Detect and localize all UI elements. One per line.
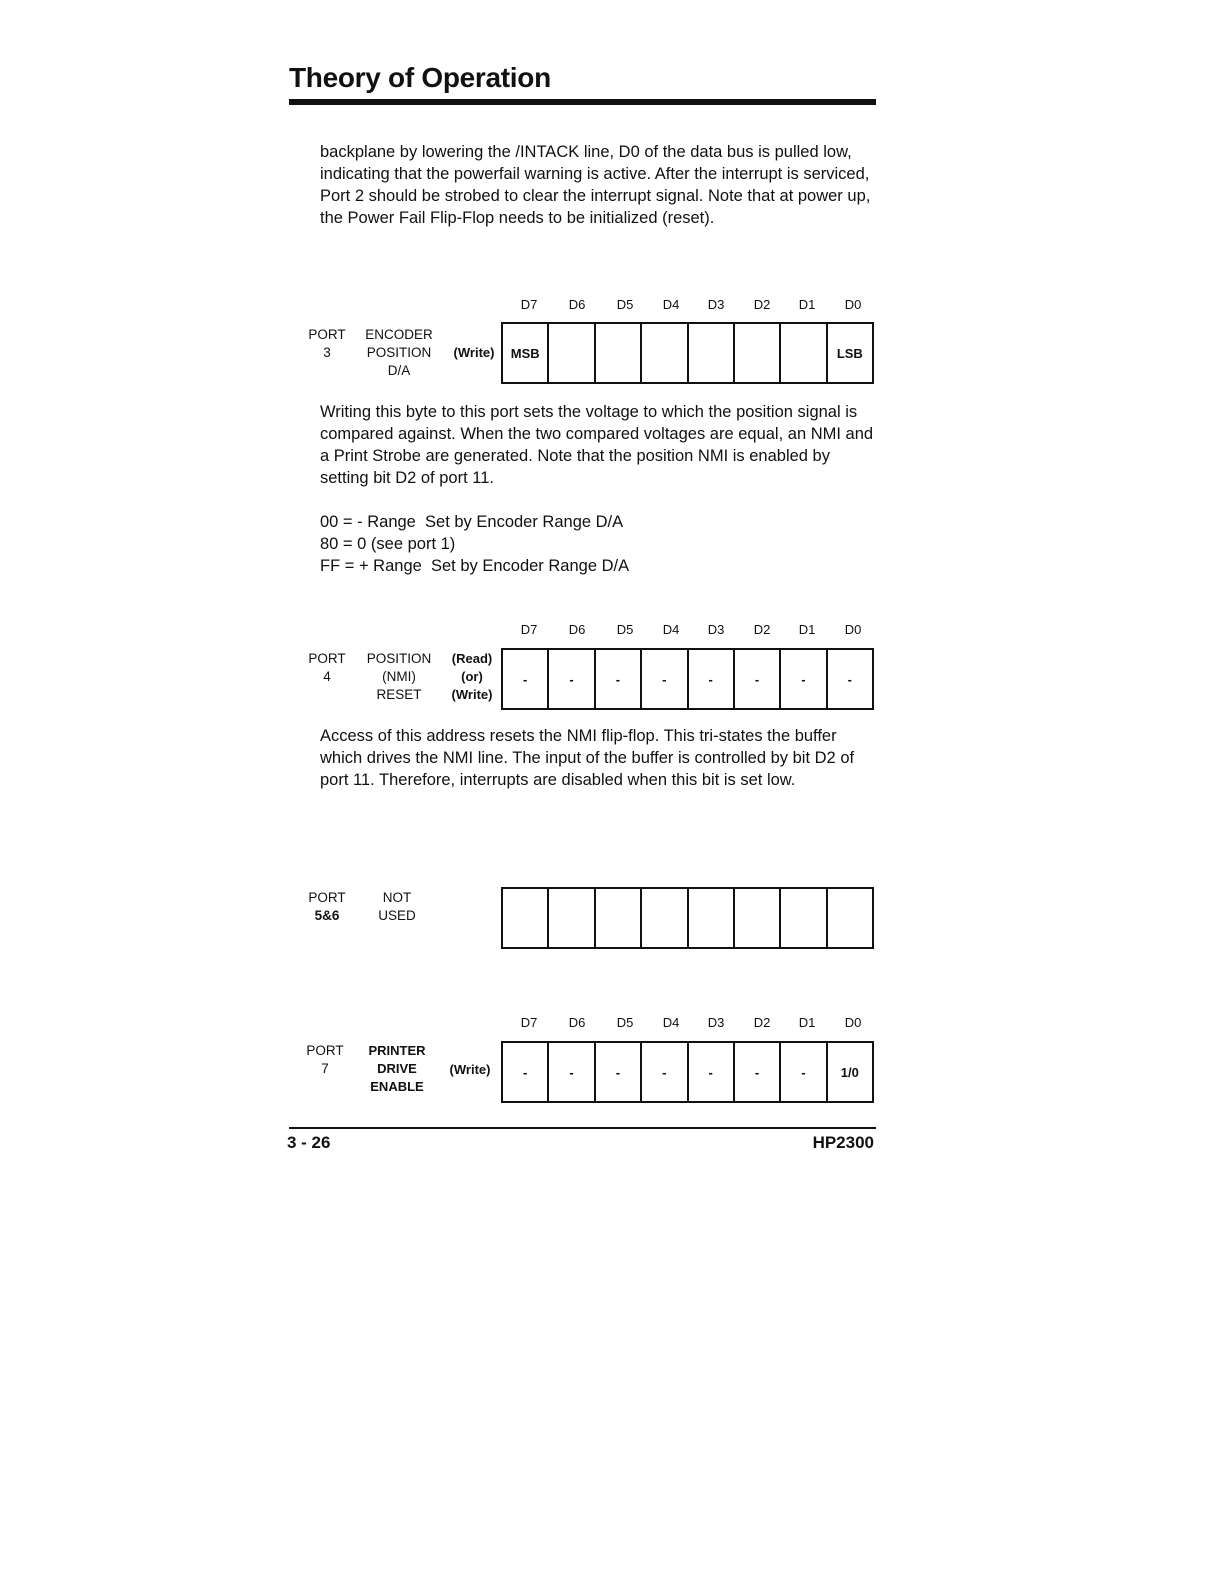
register-cell xyxy=(781,889,827,947)
bit-label: D5 xyxy=(616,297,634,312)
bit-label: D4 xyxy=(662,622,680,637)
register-cell xyxy=(689,889,735,947)
name-line: NOT xyxy=(382,890,412,905)
value-line: 00 = - Range Set by Encoder Range D/A xyxy=(320,513,624,531)
port3-port-label xyxy=(304,326,350,362)
register-cell xyxy=(596,324,642,382)
register-cell xyxy=(642,324,688,382)
port4-description: Access of this address resets the NMI flip-flop. This tri-states the buffer which drives the NMI line. The input of the buffer is controlled by bit D2 of port 11. Therefore, interrupts are disabled when this bit is set low. xyxy=(320,727,855,789)
intro-paragraph: backplane by lowering the /INTACK line, D0 of the data bus is pulled low, indicating that the powerfail warning is active. After the interrupt is serviced, Port 2 should be strobed to clear the interrupt signal. Note that at power up, the Power Fail Flip-Flop needs to be initialized (reset). xyxy=(320,143,871,227)
register-cell xyxy=(596,889,642,947)
bit-label: D7 xyxy=(520,1015,538,1030)
title-rule xyxy=(289,99,876,105)
port56-port-label xyxy=(304,889,350,925)
bit-label: D7 xyxy=(520,622,538,637)
port-word: PORT xyxy=(308,327,346,342)
port4-port-label xyxy=(304,650,350,686)
register-cell: - xyxy=(596,1043,642,1101)
port3-register xyxy=(501,322,874,384)
register-cell: - xyxy=(781,650,827,708)
value-line: 80 = 0 (see port 1) xyxy=(320,535,456,553)
name-line: POSITION xyxy=(366,345,432,360)
port3-name xyxy=(360,326,438,380)
register-cell xyxy=(549,889,595,947)
register-cell: - xyxy=(689,650,735,708)
bit-label: D6 xyxy=(568,622,586,637)
name-line: DRIVE xyxy=(377,1061,417,1076)
bit-label: D1 xyxy=(798,1015,816,1030)
bit-label: D2 xyxy=(753,622,771,637)
bit-label: D0 xyxy=(844,297,862,312)
name-line: USED xyxy=(378,908,416,923)
port-word: PORT xyxy=(308,890,346,905)
mode-line: (Read) xyxy=(451,651,493,666)
register-cell: - xyxy=(549,650,595,708)
port-number: 5&6 xyxy=(314,908,340,923)
register-cell: 1/0 xyxy=(840,1064,859,1080)
port7-port-label xyxy=(302,1042,348,1078)
footer-rule xyxy=(289,1127,876,1129)
name-line: PRINTER xyxy=(368,1043,426,1058)
model-name: HP2300 xyxy=(812,1133,874,1152)
port4-name xyxy=(360,650,438,704)
register-cell xyxy=(642,889,688,947)
bit-label: D6 xyxy=(568,1015,586,1030)
name-line: D/A xyxy=(387,363,411,378)
bit-label: D1 xyxy=(798,622,816,637)
register-cell: - xyxy=(596,650,642,708)
register-cell: LSB xyxy=(836,345,863,361)
register-cell: - xyxy=(735,650,781,708)
bit-label: D7 xyxy=(520,297,538,312)
bit-label: D2 xyxy=(753,297,771,312)
port3-description: Writing this byte to this port sets the voltage to which the position signal is compared against. When the two compared voltages are equal, an NMI and a Print Strobe are generated. Note that the position NMI is enabled by setting bit D2 of port 11. xyxy=(320,403,874,487)
mode-line: (or) xyxy=(461,669,483,684)
port56-register xyxy=(501,887,874,949)
register-cell: - xyxy=(642,650,688,708)
port-word: PORT xyxy=(306,1043,344,1058)
page-number: 3 - 26 xyxy=(287,1133,331,1152)
port-number: 4 xyxy=(323,669,331,684)
port3-mode: (Write) xyxy=(453,345,495,360)
register-cell xyxy=(503,889,549,947)
port4-mode xyxy=(446,650,498,704)
register-cell xyxy=(735,324,781,382)
bit-label: D4 xyxy=(662,297,680,312)
register-cell: - xyxy=(781,1043,827,1101)
port7-register xyxy=(501,1041,874,1103)
port56-name xyxy=(360,889,434,925)
register-cell xyxy=(549,324,595,382)
port4-bit-header xyxy=(0,622,1224,642)
bit-label: D6 xyxy=(568,297,586,312)
name-line: (NMI) xyxy=(382,669,416,684)
register-cell: - xyxy=(847,671,852,687)
port3-values xyxy=(320,511,880,577)
port4-register xyxy=(501,648,874,710)
bit-label: D5 xyxy=(616,622,634,637)
port-word: PORT xyxy=(308,651,346,666)
register-cell: - xyxy=(503,650,549,708)
bit-label: D4 xyxy=(662,1015,680,1030)
name-line: ENCODER xyxy=(365,327,433,342)
name-line: ENABLE xyxy=(370,1079,424,1094)
register-cell: - xyxy=(642,1043,688,1101)
bit-label: D3 xyxy=(707,297,725,312)
register-cell: MSB xyxy=(503,324,549,382)
register-cell xyxy=(735,889,781,947)
register-cell: - xyxy=(503,1043,549,1101)
port7-name xyxy=(360,1042,434,1096)
port3-bit-header xyxy=(0,297,1224,317)
port-number: 7 xyxy=(321,1061,329,1076)
port-number: 3 xyxy=(323,345,331,360)
value-line: FF = + Range Set by Encoder Range D/A xyxy=(320,557,630,575)
mode-line: (Write) xyxy=(451,687,493,702)
bit-label: D3 xyxy=(707,1015,725,1030)
bit-label: D3 xyxy=(707,622,725,637)
bit-label: D5 xyxy=(616,1015,634,1030)
bit-label: D2 xyxy=(753,1015,771,1030)
register-cell: - xyxy=(549,1043,595,1101)
bit-label: D1 xyxy=(798,297,816,312)
register-cell: - xyxy=(689,1043,735,1101)
register-cell: - xyxy=(735,1043,781,1101)
name-line: POSITION xyxy=(366,651,432,666)
register-cell xyxy=(828,889,872,947)
register-cell xyxy=(781,324,827,382)
bit-label: D0 xyxy=(844,622,862,637)
port7-mode: (Write) xyxy=(449,1062,491,1077)
name-line: RESET xyxy=(376,687,422,702)
bit-label: D0 xyxy=(844,1015,862,1030)
page-title: Theory of Operation xyxy=(289,62,551,93)
port7-bit-header xyxy=(0,1015,1224,1035)
register-cell xyxy=(689,324,735,382)
